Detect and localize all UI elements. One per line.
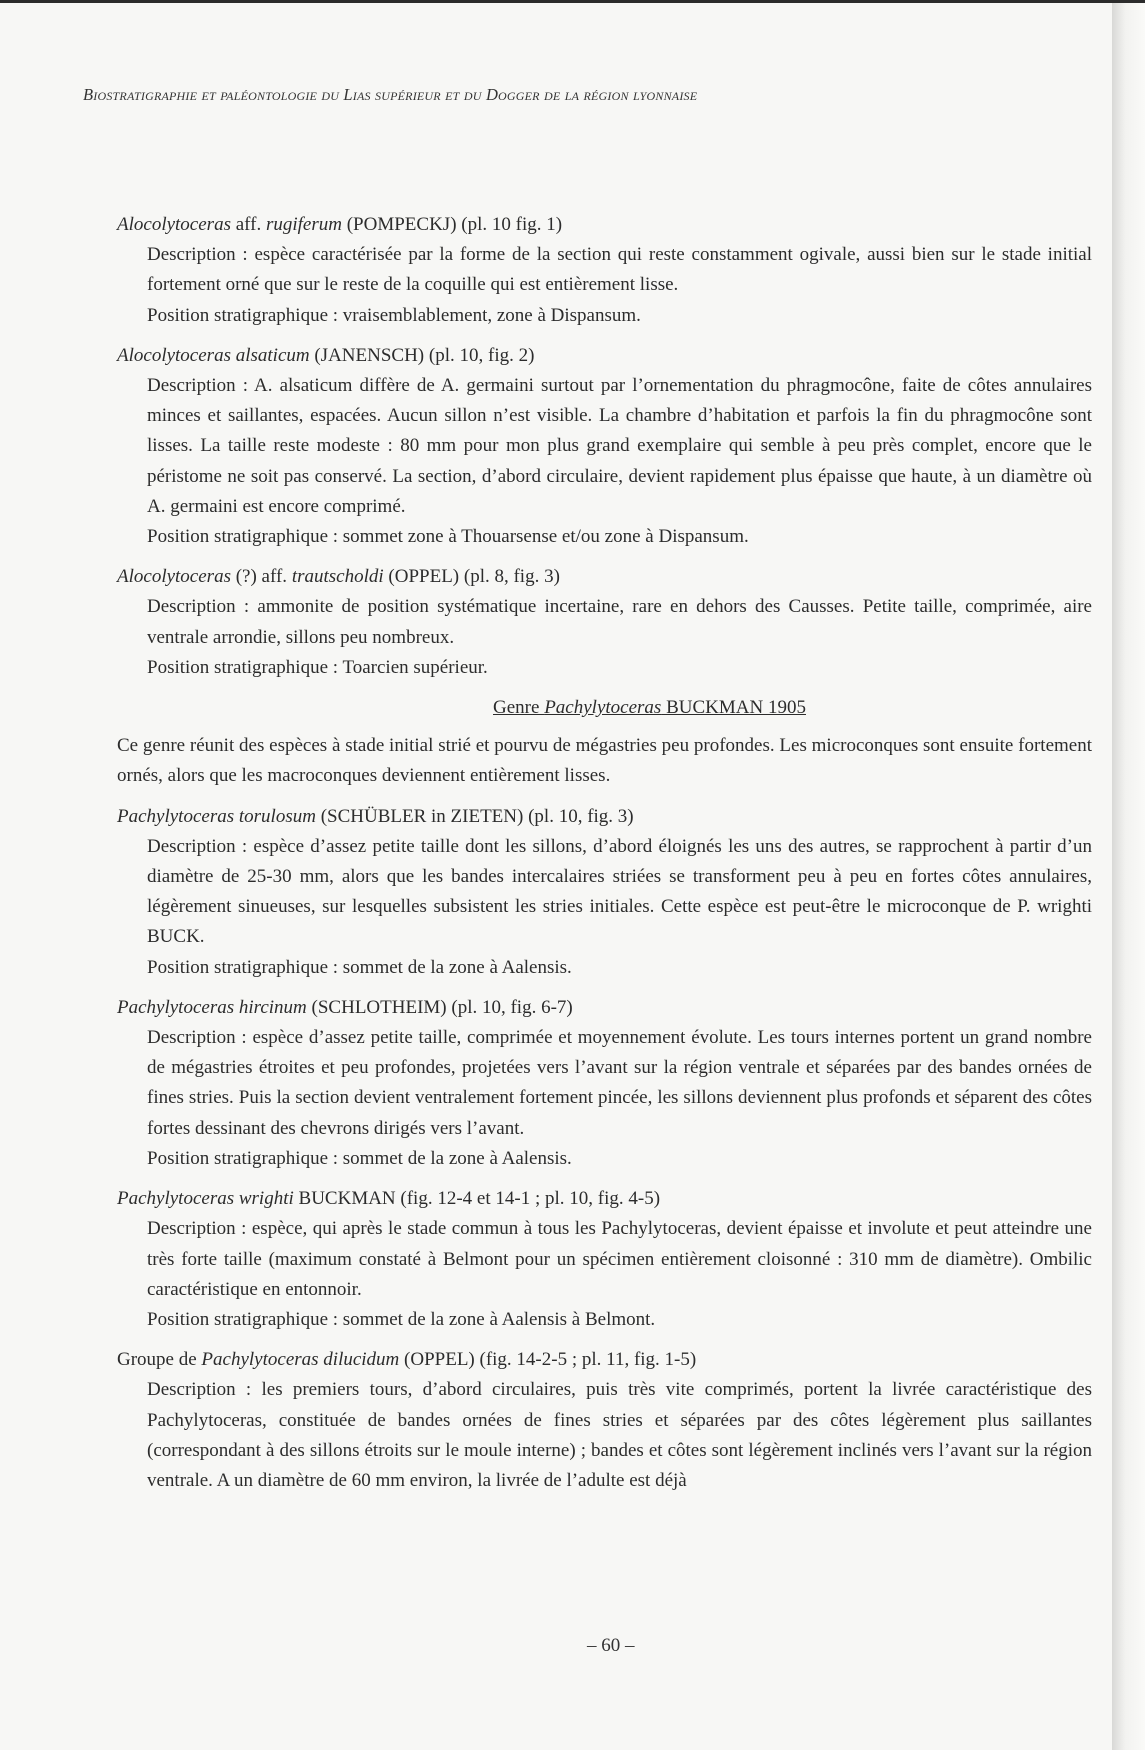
genus-name: Alocolytoceras bbox=[117, 214, 231, 235]
group-prefix: Groupe de bbox=[117, 1349, 202, 1371]
description: Description : espèce, qui après le stade commun à tous les Pachylytoceras, devient épaisse et involute et peut atteindre une très forte taille (maximum constaté à Belmont pour un spécimen entièrement cloisonné : 310 mm de diamètre). Ombilic caractéristique en entonnoir. bbox=[147, 1218, 1092, 1300]
species-title bbox=[117, 1184, 1092, 1214]
description: Description : espèce d’assez petite taille, comprimée et moyennement évolute. Les tours internes portent un grand nombre de mégastries étroites et peu profondes, projetées vers l’avant sur la région ventrale et séparées par des bandes ornées de fines stries. Puis la section devient ventralement fortement pincée, les sillons deviennent plus profonds et séparent des côtes fortes dessinant des chevrons dirigés vers l’avant. bbox=[147, 1027, 1092, 1139]
species-entry bbox=[117, 341, 1092, 552]
stratigraphic-position: Position stratigraphique : sommet de la zone à Aalensis à Belmont. bbox=[147, 1308, 656, 1330]
species-title bbox=[117, 993, 1092, 1023]
species-title bbox=[117, 802, 1092, 832]
genus-name: Pachylytoceras wrighti bbox=[117, 1188, 294, 1210]
description: Description : A. alsaticum diffère de A. germaini surtout par l’ornementation du phragmocône, faite de côtes annulaires minces et saillantes, espacées. Aucun sillon n’est visible. La chambre d’habitation et parfois la fin du phragmocône sont lisses. La taille reste modeste : 80 mm pour mon plus grand exemplaire qui semble à peu près complet, encore que le péristome ne soit pas conservé. La section, d’abord circulaire, devient rapidement plus épaisse que haute, à un diamètre où A. germaini est encore comprimé. bbox=[147, 375, 1092, 517]
top-border bbox=[0, 0, 1145, 3]
page-number: – 60 – bbox=[587, 1635, 635, 1656]
species-entry bbox=[117, 993, 1092, 1174]
genus-name: Alocolytoceras bbox=[117, 566, 231, 588]
species-title bbox=[117, 562, 1092, 592]
genus-heading bbox=[207, 693, 1092, 723]
species-title bbox=[117, 341, 1092, 371]
genus-heading-text: Genre Pachylytoceras BUCKMAN 1905 bbox=[493, 697, 806, 719]
genus-name: Pachylytoceras hircinum bbox=[117, 996, 307, 1018]
author-ref: (JANENSCH) (pl. 10, fig. 2) bbox=[309, 344, 535, 366]
qualifier: aff. bbox=[230, 214, 266, 235]
species-name: rugiferum bbox=[265, 214, 342, 235]
main-text bbox=[117, 210, 1092, 1506]
species-entry bbox=[117, 562, 1092, 683]
genus-name: Pachylytoceras torulosum bbox=[117, 805, 316, 827]
description: Description : ammonite de position systématique incertaine, rare en dehors des Causses. Petite taille, comprimée, aire ventrale arrondie, sillons peu nombreux. bbox=[147, 596, 1092, 648]
author-ref: (OPPEL) (fig. 14-2-5 ; pl. 11, fig. 1-5) bbox=[399, 1349, 697, 1371]
author-ref: (POMPECKJ) (pl. 10 fig. 1) bbox=[341, 214, 563, 235]
stratigraphic-position: Position stratigraphique : Toarcien supérieur. bbox=[147, 656, 488, 678]
description: Description : les premiers tours, d’abord circulaires, puis très vite comprimés, portent la livrée caractéristique des Pachylytoceras, constituée de bandes ornées de fines stries et séparées par des côtes légèrement plus saillantes (correspondant à des sillons étroits sur le moule interne) ; bandes et côtes sont légèrement inclinés vers l’avant sur la région ventrale. A un diamètre de 60 mm environ, la livrée de l’adulte est déjà bbox=[147, 1379, 1092, 1491]
stratigraphic-position: Position stratigraphique : sommet zone à Thouarsense et/ou zone à Dispansum. bbox=[147, 526, 749, 548]
author-ref: BUCKMAN (fig. 12-4 et 14-1 ; pl. 10, fig. 4-5) bbox=[293, 1188, 661, 1210]
stratigraphic-position: Position stratigraphique : sommet de la zone à Aalensis. bbox=[147, 1147, 572, 1169]
species-title bbox=[117, 210, 1092, 240]
genus-name: Pachylytoceras dilucidum bbox=[201, 1349, 400, 1371]
species-name: trautscholdi bbox=[291, 566, 384, 588]
author-ref: (OPPEL) (pl. 8, fig. 3) bbox=[383, 566, 560, 588]
species-entry bbox=[117, 210, 1092, 331]
running-header: Biostratigraphie et paléontologie du Lias supérieur et du Dogger de la région lyonnaise bbox=[83, 85, 698, 104]
stratigraphic-position: Position stratigraphique : vraisemblablement, zone à Dispansum. bbox=[147, 304, 641, 326]
stratigraphic-position: Position stratigraphique : sommet de la zone à Aalensis. bbox=[147, 956, 572, 978]
species-entry bbox=[117, 1345, 1092, 1496]
author-ref: (SCHLOTHEIM) (pl. 10, fig. 6-7) bbox=[306, 996, 573, 1018]
species-entry bbox=[117, 802, 1092, 983]
description: Description : espèce caractérisée par la forme de la section qui reste constamment ogivale, aussi bien sur le stade initial fortement orné que sur le reste de la coquille qui est entièrement lisse. bbox=[147, 244, 1092, 296]
genus-intro: Ce genre réunit des espèces à stade initial strié et pourvu de mégastries peu profondes. Les microconques sont ensuite fortement ornés, alors que les macroconques deviennent entièrement lisses. bbox=[117, 735, 1092, 787]
page-edge bbox=[1112, 0, 1145, 1750]
species-entry bbox=[117, 1184, 1092, 1335]
species-title bbox=[117, 1345, 1092, 1375]
author-ref: (SCHÜBLER in ZIETEN) (pl. 10, fig. 3) bbox=[315, 805, 634, 827]
description: Description : espèce d’assez petite taille dont les sillons, d’abord éloignés les uns des autres, se rapprochent à partir d’un diamètre de 25-30 mm, alors que les bandes intercalaires striées se transforment peu à peu en fortes côtes annulaires, légèrement sinueuses, sur lesquelles subsistent les stries initiales. Cette espèce est peut-être le microconque de P. wrighti BUCK. bbox=[147, 835, 1092, 948]
qualifier: (?) aff. bbox=[230, 566, 292, 588]
genus-name: Alocolytoceras alsaticum bbox=[117, 344, 310, 366]
